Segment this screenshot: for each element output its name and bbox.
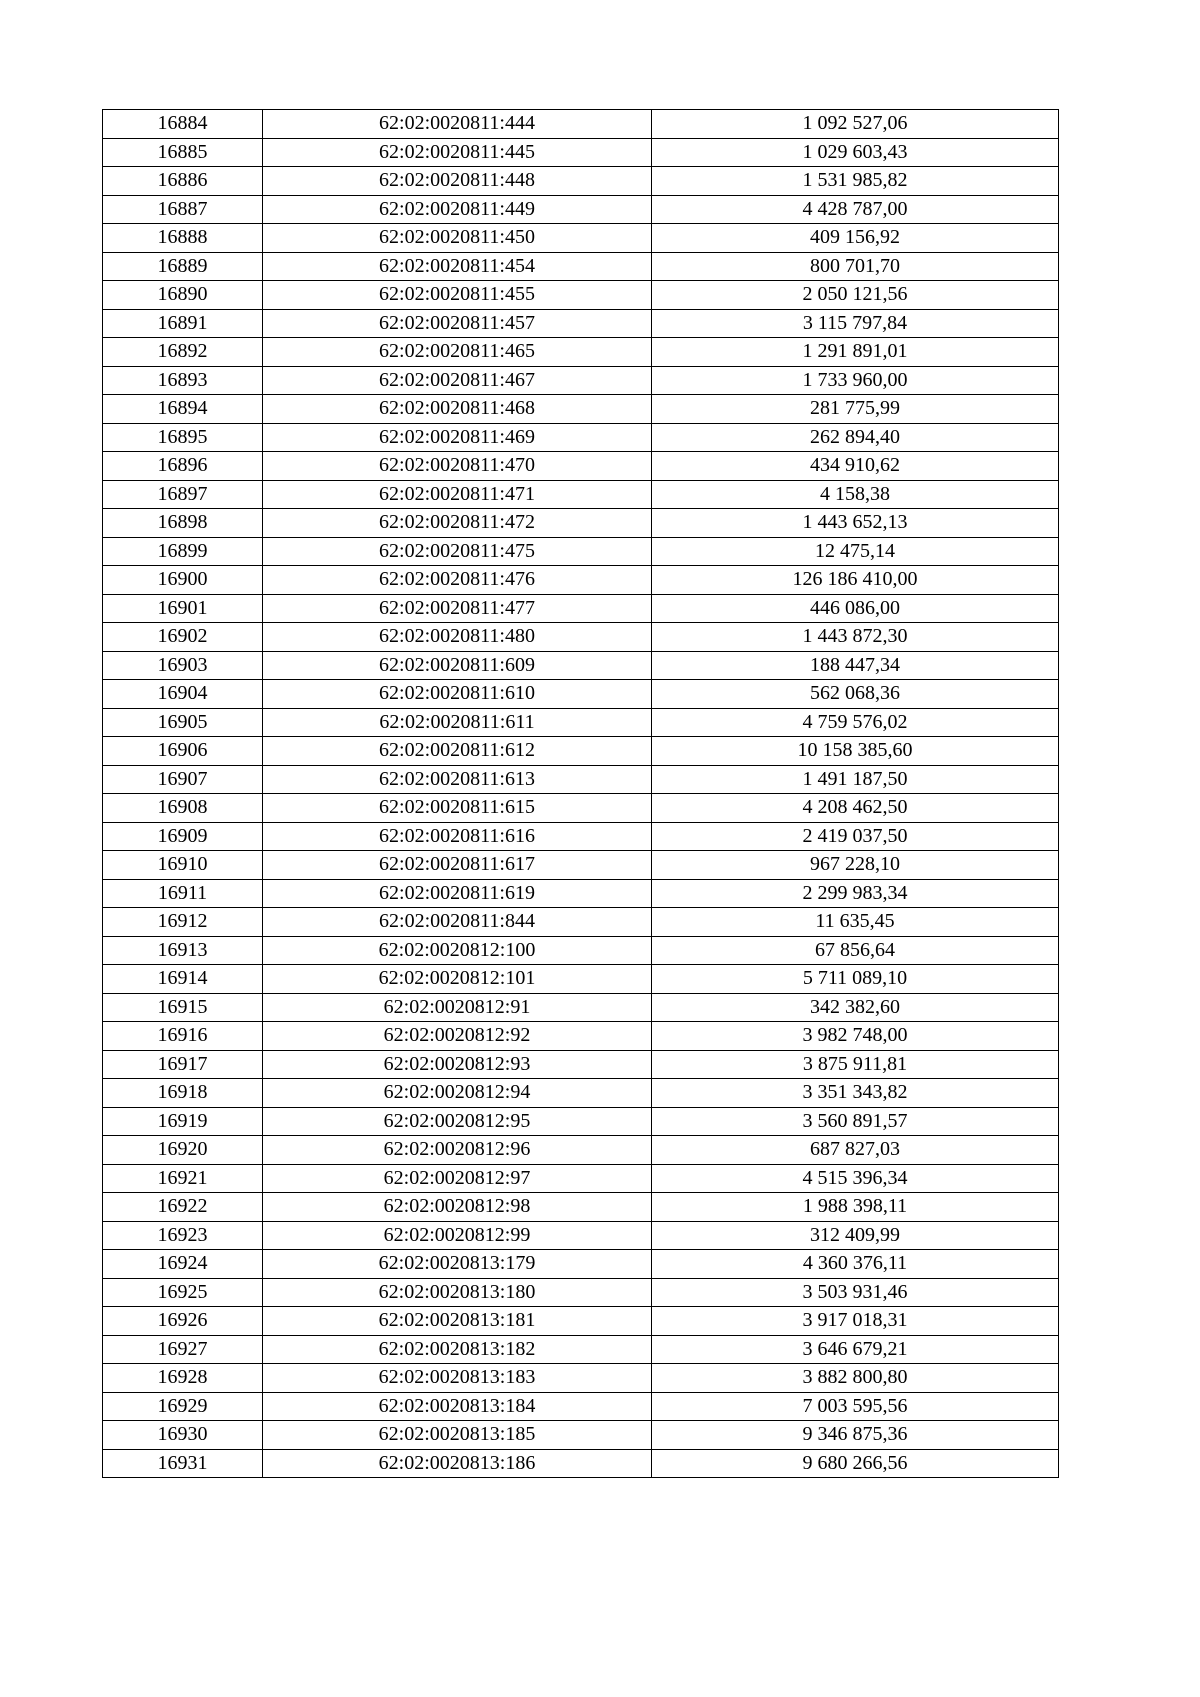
table-row [103,566,1059,595]
row-number-cell: 16905 [103,708,263,737]
row-number-cell: 16891 [103,309,263,338]
cadastral-value-cell: 1 491 187,50 [652,765,1059,794]
cadastral-value-cell: 7 003 595,56 [652,1392,1059,1421]
row-number-cell: 16917 [103,1050,263,1079]
table-row [103,1449,1059,1478]
row-number-cell: 16906 [103,737,263,766]
cadastral-number-cell: 62:02:0020811:612 [263,737,652,766]
cadastral-value-cell: 800 701,70 [652,252,1059,281]
table-row [103,509,1059,538]
cadastral-number-cell: 62:02:0020812:98 [263,1193,652,1222]
cadastral-number-cell: 62:02:0020811:448 [263,167,652,196]
table-row [103,110,1059,139]
table-row [103,366,1059,395]
cadastral-value-cell: 3 875 911,81 [652,1050,1059,1079]
row-number-cell: 16913 [103,936,263,965]
row-number-cell: 16927 [103,1335,263,1364]
table-row [103,1107,1059,1136]
cadastral-number-cell: 62:02:0020811:619 [263,879,652,908]
cadastral-value-cell: 5 711 089,10 [652,965,1059,994]
cadastral-value-cell: 3 982 748,00 [652,1022,1059,1051]
cadastral-value-cell: 3 351 343,82 [652,1079,1059,1108]
cadastral-number-cell: 62:02:0020811:472 [263,509,652,538]
row-number-cell: 16884 [103,110,263,139]
table-row [103,1364,1059,1393]
cadastral-value-cell: 4 360 376,11 [652,1250,1059,1279]
cadastral-value-cell: 9 346 875,36 [652,1421,1059,1450]
table-row [103,480,1059,509]
table-row [103,794,1059,823]
cadastral-number-cell: 62:02:0020812:101 [263,965,652,994]
cadastral-number-cell: 62:02:0020811:480 [263,623,652,652]
row-number-cell: 16890 [103,281,263,310]
cadastral-number-cell: 62:02:0020811:611 [263,708,652,737]
cadastral-value-cell: 2 299 983,34 [652,879,1059,908]
cadastral-value-cell: 12 475,14 [652,537,1059,566]
table-row [103,452,1059,481]
cadastral-number-cell: 62:02:0020812:96 [263,1136,652,1165]
cadastral-value-cell: 2 050 121,56 [652,281,1059,310]
row-number-cell: 16903 [103,651,263,680]
cadastral-number-cell: 62:02:0020811:617 [263,851,652,880]
row-number-cell: 16929 [103,1392,263,1421]
cadastral-value-table [102,109,1059,1478]
cadastral-value-cell: 4 515 396,34 [652,1164,1059,1193]
cadastral-value-cell: 967 228,10 [652,851,1059,880]
cadastral-number-cell: 62:02:0020813:182 [263,1335,652,1364]
table-row [103,167,1059,196]
table-row [103,1193,1059,1222]
cadastral-value-cell: 342 382,60 [652,993,1059,1022]
row-number-cell: 16889 [103,252,263,281]
cadastral-number-cell: 62:02:0020812:92 [263,1022,652,1051]
row-number-cell: 16900 [103,566,263,595]
table-row [103,765,1059,794]
table-row [103,224,1059,253]
cadastral-number-cell: 62:02:0020811:468 [263,395,652,424]
table-row [103,879,1059,908]
cadastral-number-cell: 62:02:0020813:181 [263,1307,652,1336]
cadastral-value-cell: 3 917 018,31 [652,1307,1059,1336]
row-number-cell: 16892 [103,338,263,367]
table-row [103,708,1059,737]
row-number-cell: 16887 [103,195,263,224]
cadastral-number-cell: 62:02:0020811:476 [263,566,652,595]
row-number-cell: 16896 [103,452,263,481]
cadastral-value-cell: 1 443 652,13 [652,509,1059,538]
cadastral-number-cell: 62:02:0020813:185 [263,1421,652,1450]
cadastral-value-cell: 3 646 679,21 [652,1335,1059,1364]
row-number-cell: 16895 [103,423,263,452]
cadastral-value-cell: 3 503 931,46 [652,1278,1059,1307]
cadastral-value-cell: 3 882 800,80 [652,1364,1059,1393]
row-number-cell: 16904 [103,680,263,709]
cadastral-number-cell: 62:02:0020811:844 [263,908,652,937]
row-number-cell: 16911 [103,879,263,908]
row-number-cell: 16885 [103,138,263,167]
table-row [103,908,1059,937]
cadastral-number-cell: 62:02:0020811:616 [263,822,652,851]
table-row [103,1164,1059,1193]
cadastral-number-cell: 62:02:0020811:444 [263,110,652,139]
cadastral-value-cell: 1 092 527,06 [652,110,1059,139]
cadastral-number-cell: 62:02:0020812:100 [263,936,652,965]
row-number-cell: 16926 [103,1307,263,1336]
cadastral-value-cell: 687 827,03 [652,1136,1059,1165]
row-number-cell: 16916 [103,1022,263,1051]
table-row [103,936,1059,965]
row-number-cell: 16919 [103,1107,263,1136]
row-number-cell: 16918 [103,1079,263,1108]
cadastral-number-cell: 62:02:0020811:470 [263,452,652,481]
table-body [103,110,1059,1478]
table-row [103,423,1059,452]
cadastral-number-cell: 62:02:0020811:469 [263,423,652,452]
cadastral-number-cell: 62:02:0020811:457 [263,309,652,338]
row-number-cell: 16931 [103,1449,263,1478]
table-row [103,1050,1059,1079]
table-row [103,395,1059,424]
table-row [103,252,1059,281]
cadastral-value-cell: 3 560 891,57 [652,1107,1059,1136]
cadastral-value-cell: 4 158,38 [652,480,1059,509]
row-number-cell: 16897 [103,480,263,509]
cadastral-number-cell: 62:02:0020813:180 [263,1278,652,1307]
cadastral-value-cell: 11 635,45 [652,908,1059,937]
row-number-cell: 16893 [103,366,263,395]
row-number-cell: 16914 [103,965,263,994]
table-row [103,1307,1059,1336]
row-number-cell: 16921 [103,1164,263,1193]
table-row [103,623,1059,652]
row-number-cell: 16925 [103,1278,263,1307]
cadastral-number-cell: 62:02:0020811:449 [263,195,652,224]
cadastral-value-cell: 1 291 891,01 [652,338,1059,367]
cadastral-number-cell: 62:02:0020811:467 [263,366,652,395]
row-number-cell: 16898 [103,509,263,538]
table-row [103,1022,1059,1051]
row-number-cell: 16930 [103,1421,263,1450]
table-row [103,680,1059,709]
row-number-cell: 16899 [103,537,263,566]
cadastral-number-cell: 62:02:0020812:94 [263,1079,652,1108]
cadastral-value-cell: 126 186 410,00 [652,566,1059,595]
table-row [103,1421,1059,1450]
row-number-cell: 16901 [103,594,263,623]
cadastral-number-cell: 62:02:0020812:91 [263,993,652,1022]
cadastral-value-cell: 10 158 385,60 [652,737,1059,766]
table-row [103,822,1059,851]
cadastral-value-cell: 1 029 603,43 [652,138,1059,167]
cadastral-number-cell: 62:02:0020811:609 [263,651,652,680]
row-number-cell: 16908 [103,794,263,823]
row-number-cell: 16907 [103,765,263,794]
cadastral-value-cell: 2 419 037,50 [652,822,1059,851]
table-row [103,309,1059,338]
table-row [103,138,1059,167]
cadastral-value-cell: 67 856,64 [652,936,1059,965]
table-row [103,1221,1059,1250]
row-number-cell: 16922 [103,1193,263,1222]
row-number-cell: 16894 [103,395,263,424]
cadastral-number-cell: 62:02:0020811:615 [263,794,652,823]
table-row [103,651,1059,680]
cadastral-number-cell: 62:02:0020813:183 [263,1364,652,1393]
cadastral-number-cell: 62:02:0020813:186 [263,1449,652,1478]
table-row [103,594,1059,623]
cadastral-number-cell: 62:02:0020811:613 [263,765,652,794]
cadastral-number-cell: 62:02:0020813:184 [263,1392,652,1421]
table-row [103,1250,1059,1279]
cadastral-number-cell: 62:02:0020811:610 [263,680,652,709]
table-row [103,338,1059,367]
cadastral-number-cell: 62:02:0020811:454 [263,252,652,281]
cadastral-value-cell: 434 910,62 [652,452,1059,481]
table-row [103,537,1059,566]
row-number-cell: 16888 [103,224,263,253]
row-number-cell: 16928 [103,1364,263,1393]
cadastral-value-cell: 4 428 787,00 [652,195,1059,224]
cadastral-number-cell: 62:02:0020812:99 [263,1221,652,1250]
cadastral-value-cell: 1 531 985,82 [652,167,1059,196]
cadastral-number-cell: 62:02:0020813:179 [263,1250,652,1279]
table-row [103,1136,1059,1165]
table-row [103,1079,1059,1108]
cadastral-number-cell: 62:02:0020811:475 [263,537,652,566]
cadastral-number-cell: 62:02:0020811:445 [263,138,652,167]
cadastral-value-cell: 1 443 872,30 [652,623,1059,652]
cadastral-value-cell: 312 409,99 [652,1221,1059,1250]
table-row [103,1278,1059,1307]
cadastral-number-cell: 62:02:0020811:477 [263,594,652,623]
cadastral-number-cell: 62:02:0020811:471 [263,480,652,509]
table-row [103,281,1059,310]
cadastral-value-cell: 446 086,00 [652,594,1059,623]
cadastral-value-cell: 409 156,92 [652,224,1059,253]
cadastral-value-cell: 3 115 797,84 [652,309,1059,338]
table-row [103,195,1059,224]
cadastral-value-cell: 281 775,99 [652,395,1059,424]
cadastral-number-cell: 62:02:0020812:95 [263,1107,652,1136]
cadastral-value-cell: 562 068,36 [652,680,1059,709]
cadastral-value-cell: 4 759 576,02 [652,708,1059,737]
cadastral-number-cell: 62:02:0020812:93 [263,1050,652,1079]
cadastral-number-cell: 62:02:0020811:465 [263,338,652,367]
cadastral-value-cell: 1 733 960,00 [652,366,1059,395]
cadastral-number-cell: 62:02:0020812:97 [263,1164,652,1193]
table-row [103,737,1059,766]
table-row [103,1335,1059,1364]
cadastral-number-cell: 62:02:0020811:455 [263,281,652,310]
cadastral-value-cell: 188 447,34 [652,651,1059,680]
row-number-cell: 16902 [103,623,263,652]
table-row [103,1392,1059,1421]
cadastral-value-cell: 1 988 398,11 [652,1193,1059,1222]
row-number-cell: 16920 [103,1136,263,1165]
row-number-cell: 16909 [103,822,263,851]
table-row [103,993,1059,1022]
table-row [103,965,1059,994]
row-number-cell: 16912 [103,908,263,937]
cadastral-value-cell: 262 894,40 [652,423,1059,452]
row-number-cell: 16915 [103,993,263,1022]
row-number-cell: 16910 [103,851,263,880]
table-row [103,851,1059,880]
row-number-cell: 16923 [103,1221,263,1250]
row-number-cell: 16886 [103,167,263,196]
cadastral-value-cell: 9 680 266,56 [652,1449,1059,1478]
cadastral-value-cell: 4 208 462,50 [652,794,1059,823]
cadastral-number-cell: 62:02:0020811:450 [263,224,652,253]
row-number-cell: 16924 [103,1250,263,1279]
